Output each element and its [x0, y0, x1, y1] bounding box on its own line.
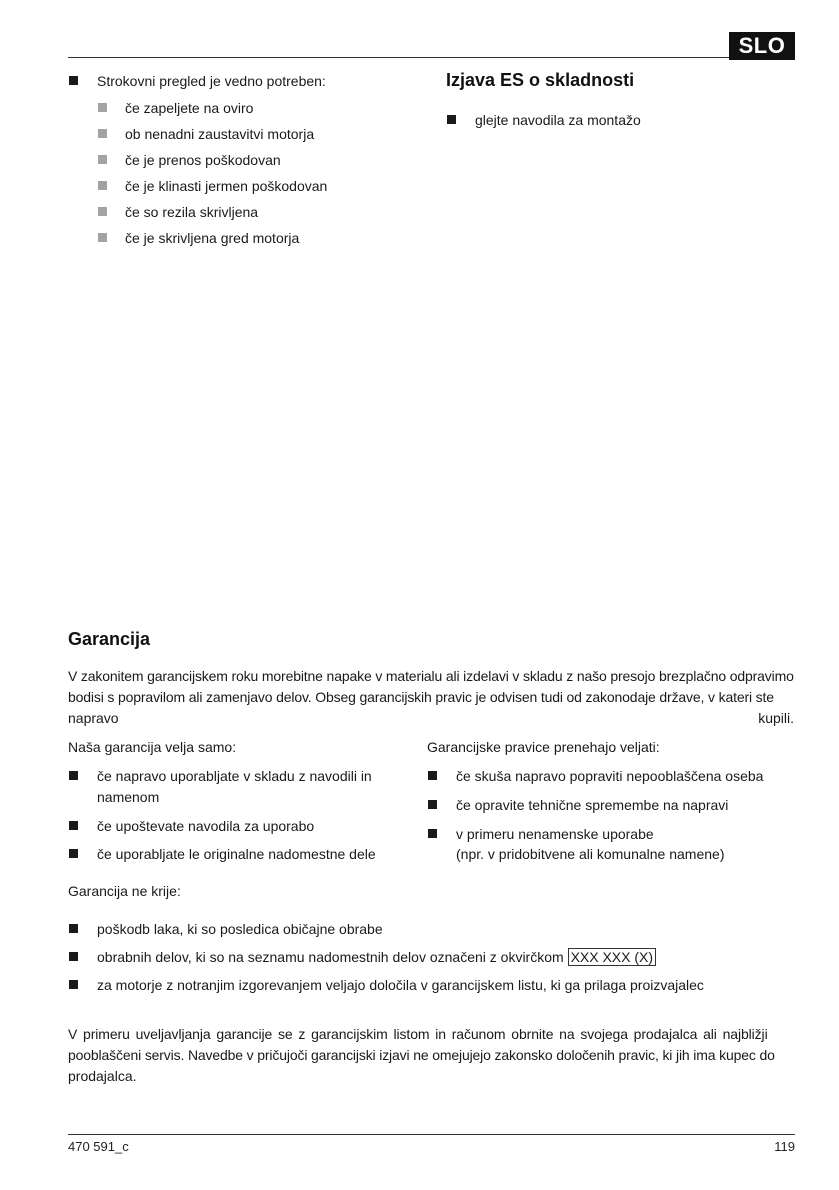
inspection-item: [98, 229, 299, 247]
warranty-valid-item: [69, 845, 376, 863]
warranty-intro-line-end: kupili.: [758, 710, 794, 726]
inspection-item-text: če so rezila skrivljena: [125, 204, 259, 220]
ec-declaration-item-text: glejte navodila za montažo: [475, 112, 641, 128]
document-number: 470 591_c: [68, 1139, 129, 1154]
page-number: 119: [774, 1139, 795, 1154]
warranty-void-item-text: če skuša napravo popraviti nepooblaščena oseba: [456, 768, 764, 784]
bullet-square-icon: [69, 771, 78, 780]
bullet-square-icon: [98, 129, 107, 138]
warranty-void-item: [428, 825, 654, 843]
bullet-square-icon: [69, 76, 78, 85]
bullet-square-icon: [69, 821, 78, 830]
warranty-not-covered-item-text: poškodb laka, ki so posledica običajne obrabe: [97, 921, 383, 937]
inspection-item: [98, 151, 281, 169]
ec-declaration-item: [447, 111, 641, 129]
warranty-not-covered-item: [69, 920, 383, 938]
warranty-valid-item-text: če napravo uporabljate v skladu z navodili in: [97, 768, 372, 784]
inspection-item-text: ob nenadni zaustavitvi motorja: [125, 126, 315, 142]
bullet-square-icon: [98, 103, 107, 112]
warranty-not-covered-item: [69, 948, 656, 966]
warranty-not-covered-item-label: obrabnih delov, ki so na seznamu nadomestnih delov označeni z okvirčkom: [97, 949, 564, 965]
inspection-item-text: če je skrivljena gred motorja: [125, 230, 300, 246]
warranty-not-covered-item-text: [97, 948, 656, 966]
header-rule: [68, 57, 729, 58]
warranty-void-item: [428, 767, 763, 785]
warranty-void-title: Garancijske pravice prenehajo veljati:: [427, 739, 660, 755]
warranty-valid-title: Naša garancija velja samo:: [68, 739, 237, 755]
bullet-square-icon: [428, 829, 437, 838]
warranty-not-covered-item-text: za motorje z notranjim izgorevanjem veljajo določila v garancijskem listu, ki ga prilaga proizvajalec: [97, 977, 704, 993]
warranty-void-item-continuation: (npr. v pridobitvene ali komunalne namene): [456, 846, 725, 862]
warranty-valid-item-text: če uporabljate le originalne nadomestne dele: [97, 846, 376, 862]
footer-rule: [68, 1134, 795, 1135]
bullet-square-icon: [98, 207, 107, 216]
inspection-item-text: če je prenos poškodovan: [125, 152, 281, 168]
inspection-item: [98, 203, 258, 221]
warranty-closing-line: pooblaščeni servis. Navedbe v pričujoči garancijski izjavi ne omejujejo zakonsko določenih pravic, ki jih ima kupec do: [68, 1047, 775, 1063]
bullet-square-icon: [428, 800, 437, 809]
warranty-valid-item-continuation: namenom: [97, 789, 160, 805]
bullet-square-icon: [98, 181, 107, 190]
inspection-title: Strokovni pregled je vedno potreben:: [97, 73, 326, 89]
warranty-closing-line: V primeru uveljavljanja garancije se z garancijskim listom in računom obrnite na svojega prodajalca ali najbližji: [68, 1026, 768, 1042]
boxed-part-code: XXX XXX (X): [568, 948, 656, 966]
warranty-not-covered-title: Garancija ne krije:: [68, 883, 181, 899]
bullet-square-icon: [98, 233, 107, 242]
warranty-closing-line: prodajalca.: [68, 1068, 137, 1084]
bullet-square-icon: [69, 952, 78, 961]
warranty-valid-item-text: če upoštevate navodila za uporabo: [97, 818, 315, 834]
ec-declaration-title: Izjava ES o skladnosti: [446, 70, 635, 90]
language-badge: SLO: [729, 32, 795, 60]
warranty-intro-line: napravo: [68, 710, 119, 726]
warranty-valid-item: [69, 767, 372, 785]
warranty-void-item-text: če opravite tehnične spremembe na napravi: [456, 797, 729, 813]
inspection-item: [98, 125, 314, 143]
warranty-intro-line: V zakonitem garancijskem roku morebitne napake v materialu ali izdelavi v skladu z našo presojo brezplačno odpravimo: [68, 668, 794, 684]
bullet-square-icon: [69, 849, 78, 858]
bullet-square-icon: [98, 155, 107, 164]
warranty-intro-line: bodisi s popravilom ali zamenjavo delov. Obseg garancijskih pravic je odvisen tudi od zakonodaje države, v kateri ste: [68, 689, 774, 705]
bullet-square-icon: [69, 924, 78, 933]
bullet-square-icon: [69, 980, 78, 989]
inspection-title-row: [69, 72, 326, 90]
inspection-item: [98, 177, 327, 195]
inspection-item: [98, 99, 253, 117]
inspection-item-text: če zapeljete na oviro: [125, 100, 254, 116]
warranty-void-item-text: v primeru nenamenske uporabe: [456, 826, 654, 842]
warranty-valid-item: [69, 817, 314, 835]
warranty-title: Garancija: [68, 629, 151, 649]
inspection-item-text: če je klinasti jermen poškodovan: [125, 178, 328, 194]
warranty-void-item: [428, 796, 728, 814]
bullet-square-icon: [447, 115, 456, 124]
warranty-not-covered-item: [69, 976, 704, 994]
bullet-square-icon: [428, 771, 437, 780]
